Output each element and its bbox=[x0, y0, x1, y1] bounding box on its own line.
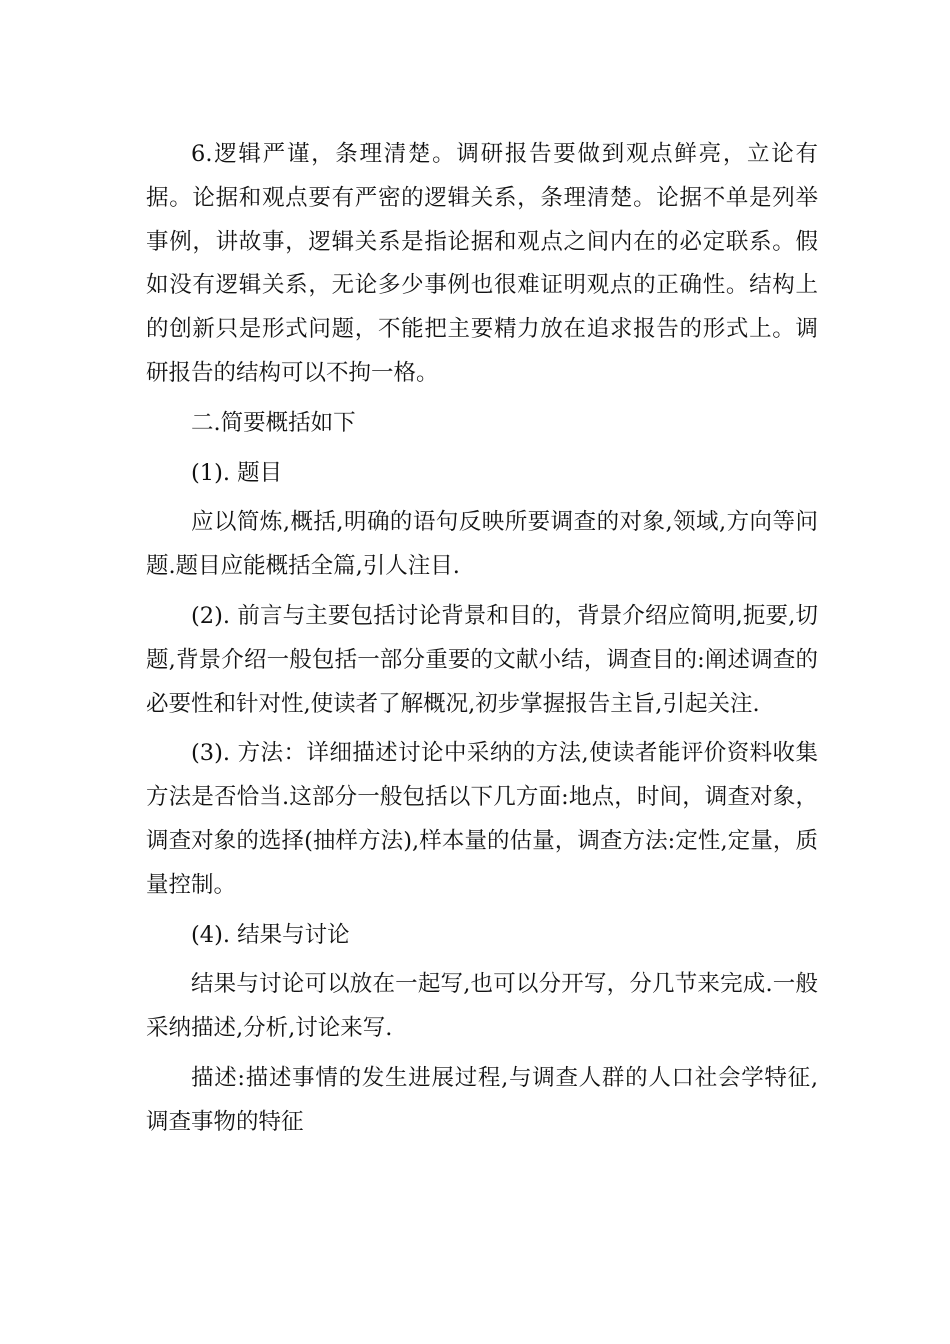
paragraph-logic: 6.逻辑严谨，条理清楚。调研报告要做到观点鲜亮，立论有据。论据和观点要有严密的逻辑关系，条理清楚。论据不单是列举事例，讲故事，逻辑关系是指论据和观点之间内在的必定联系。假如没有逻辑关系，无论多少事例也很难证明观点的正确性。结构上的创新只是形式问题，不能把主要精力放在追求报告的形式上。调研报告的结构可以不拘一格。 bbox=[146, 141, 818, 386]
paragraph-description: 描述:描述事情的发生进展过程,与调查人群的人口社会学特征,调查事物的特征 bbox=[146, 1064, 818, 1135]
document-page bbox=[146, 133, 818, 1151]
item-heading-results: (4). 结果与讨论 bbox=[191, 921, 350, 948]
item-heading-title: (1). 题目 bbox=[191, 459, 283, 486]
paragraph-title: 应以简炼,概括,明确的语句反映所要调查的对象,领域,方向等问题.题目应能概括全篇,引人注目. bbox=[146, 509, 818, 580]
paragraph-preface: (2). 前言与主要包括讨论背景和目的，背景介绍应简明,扼要,切题,背景介绍一般包括一部分重要的文献小结，调查目的:阐述调查的必要性和针对性,使读者了解概况,初步掌握报告主旨,引起关注. bbox=[146, 602, 818, 717]
paragraph-method: (3). 方法：详细描述讨论中采纳的方法,使读者能评价资料收集方法是否恰当.这部分一般包括以下几方面:地点，时间，调查对象，调查对象的选择(抽样方法),样本量的估量，调查方法:定性,定量，质量控制。 bbox=[146, 740, 818, 898]
paragraph-results: 结果与讨论可以放在一起写,也可以分开写，分几节来完成.一般采纳描述,分析,讨论来写. bbox=[146, 971, 818, 1042]
section-heading-summary: 二.简要概括如下 bbox=[191, 409, 356, 436]
